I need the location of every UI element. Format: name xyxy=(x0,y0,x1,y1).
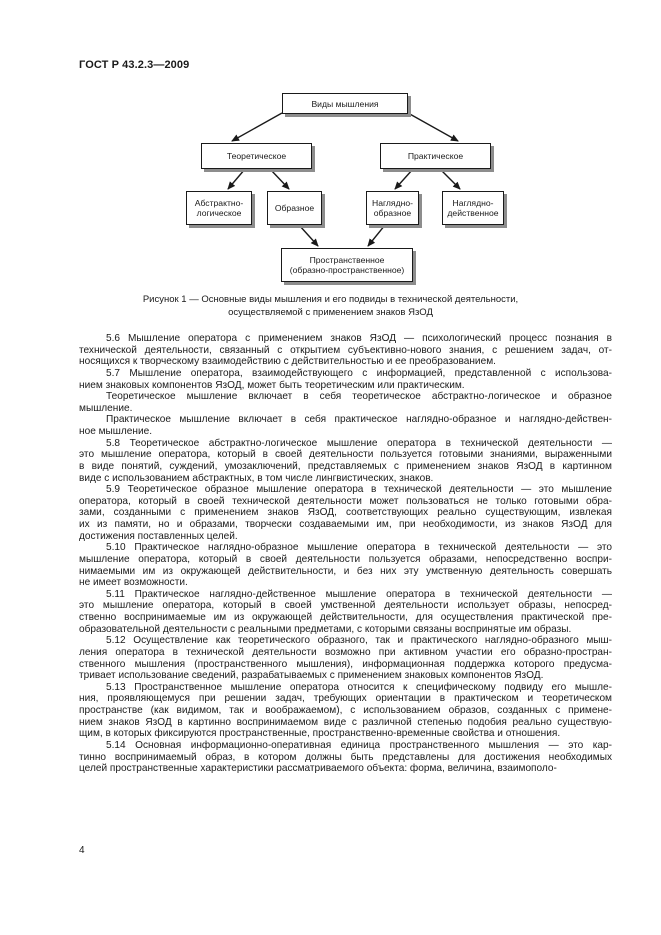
text-line: 5.7 Мышление оператора, взаимодействующего с информацией, представленной с использова- xyxy=(106,367,612,379)
node-label-line: образное xyxy=(373,208,412,218)
text-line: 5.13 Пространственное мышление оператора относится к специфическому подвиду его мышле- xyxy=(106,681,612,693)
node-thinking-types xyxy=(282,93,408,114)
text-line: 5.6 Мышление оператора с применением знаков ЯзОД — психологический процесс познания в xyxy=(106,333,612,344)
node-abstract-logical xyxy=(186,191,252,225)
node-label-line: действенное xyxy=(447,208,499,218)
node-label xyxy=(195,198,244,218)
paragraph xyxy=(79,414,612,437)
node-label: Образное xyxy=(274,203,315,213)
text-line: 5.14 Основная информационно-оперативная единица пространственного мышления — это кар- xyxy=(106,739,612,751)
paragraph xyxy=(79,484,612,542)
node-figurative xyxy=(267,191,322,225)
arrow-visual-figurative-spatial xyxy=(368,225,385,246)
text-line: ственного мышления (пространственного мышления), информационная поддержка которого предусма- xyxy=(79,658,612,670)
text-line: зами, созданными с применением знаков ЯзОД, соответствующих реально существующим, извлекая xyxy=(79,507,612,519)
node-label-line: Наглядно- xyxy=(371,198,413,208)
node-theoretical xyxy=(201,143,312,169)
text-line: достижения поставленных целей. xyxy=(79,530,238,542)
text-line: не имеет возможности. xyxy=(79,577,188,589)
body-text xyxy=(79,333,612,775)
node-label-line: Наглядно- xyxy=(452,198,494,208)
text-line: 5.10 Практическое наглядно-образное мышление оператора в технической деятельности — это xyxy=(106,542,612,554)
page-number: 4 xyxy=(79,845,85,856)
arrow-root-theoretical xyxy=(232,113,282,141)
text-line: ления оператора в технической деятельности возможно при активном участии его образно-простран- xyxy=(79,646,612,658)
text-line: Теоретическое мышление включает в себя теоретическое абстрактно-логическое и образное xyxy=(106,391,612,403)
paragraph xyxy=(79,589,612,636)
arrow-figurative-spatial xyxy=(299,225,318,246)
paragraph xyxy=(79,438,612,485)
text-line: технической деятельности, связанный с открытием субъективно-нового знания, с решением задач, от- xyxy=(79,344,612,356)
paragraph xyxy=(79,542,612,589)
text-line: носящихся к творческому взаимодействию с действительностью и ее преобразованием. xyxy=(79,356,496,368)
paragraph xyxy=(79,682,612,740)
arrow-theoretical-abstract xyxy=(228,169,245,189)
text-line: 5.8 Теоретическое абстрактно-логическое мышление оператора в технической деятельности — xyxy=(106,437,612,449)
text-line: 5.9 Теоретическое образное мышление оператора в технической деятельности — это мышление xyxy=(106,484,612,496)
text-line: их из памяти, но и образами, творчески создаваемыми им, при необходимости, из знаков ЯзОД для xyxy=(79,519,612,530)
node-label: Практическое xyxy=(407,151,464,161)
node-label: Виды мышления xyxy=(311,98,379,109)
text-line: нием знаков ЯзОД в картинно воспринимаемом виде с различной степенью подобия реально существую- xyxy=(79,716,612,728)
arrow-root-practical xyxy=(408,113,458,141)
text-line: тривает использование сведений, разрабатываемых с применением знаковых компонентов ЯзОД. xyxy=(79,670,544,682)
text-line: образовательной деятельности с реальными предметами, с которыми связаны воспринятые им образы. xyxy=(79,623,572,635)
text-line: Практическое мышление включает в себя практическое наглядно-образное и наглядно-действен- xyxy=(106,414,612,426)
figure-caption xyxy=(100,293,561,319)
thinking-types-diagram xyxy=(0,0,661,300)
text-line: это мышление оператора, который в своей деятельности пользуется готовыми знаниями, выраженными xyxy=(79,449,612,461)
text-line: 5.11 Практическое наглядно-действенное мышление оператора в технической деятельности — xyxy=(106,588,612,600)
text-line: целей пространственные характеристики рассматриваемого объекта: форма, величина, взаимополо- xyxy=(79,763,557,775)
arrow-practical-visual-figurative xyxy=(395,169,413,189)
node-label-line: логическое xyxy=(196,208,242,218)
text-line: щим, в которых фиксируются пространственные, пространственно-временные свойства и отношения. xyxy=(79,728,561,740)
node-visual-active xyxy=(442,191,504,225)
text-line: тинно воспринимаемый образ, в котором должны быть представлены для достижения необходимых xyxy=(79,751,612,763)
document-header: ГОСТ Р 43.2.3—2009 xyxy=(79,59,190,71)
arrow-theoretical-figurative xyxy=(270,169,289,189)
paragraph xyxy=(79,391,612,414)
node-label-line: Абстрактно- xyxy=(194,198,244,208)
text-line: оператора, который в своей технической деятельности может пользоваться не только готовыми обра- xyxy=(79,495,612,507)
node-spatial xyxy=(281,248,413,282)
node-label xyxy=(372,198,413,218)
node-label xyxy=(447,198,498,218)
node-visual-figurative xyxy=(366,191,419,225)
text-line: мышление оператора, который в своей деятельности пользуется образами, непосредственно воспри- xyxy=(79,553,612,565)
text-line: ное мышление. xyxy=(79,426,153,437)
text-line: нием знаковых компонентов ЯзОД, может быть теоретическим или практическим. xyxy=(79,379,465,391)
text-line: 5.12 Осуществление как теоретического образного, так и практического наглядно-образного мыш- xyxy=(106,635,612,647)
text-line: пространстве (как видимом, так и воображаемом), с использованием образов, созданных с примене- xyxy=(79,705,612,716)
paragraph xyxy=(79,368,612,391)
node-practical xyxy=(380,143,491,169)
text-line: виде с использованием абстрактных, в том числе лингвистических, знаков. xyxy=(79,472,434,484)
text-line: ственно воспринимаемые им из окружающей действительности, для осуществления практической пре- xyxy=(79,612,612,623)
node-label-line: (образно-пространственное) xyxy=(289,265,405,275)
text-line: это мышление оператора, который в своей умственной деятельности использует образы, непосред- xyxy=(79,600,612,612)
node-label: Теоретическое xyxy=(226,151,287,161)
node-label-line: Пространственное xyxy=(309,255,385,265)
node-label xyxy=(290,255,405,275)
text-line: ния, проявляющемуся при решении задач, требующих ориентации в практическом и теоретическом xyxy=(79,693,612,705)
arrow-practical-visual-active xyxy=(440,169,460,189)
paragraph xyxy=(79,740,612,775)
paragraph xyxy=(79,333,612,368)
caption-line: Рисунок 1 — Основные виды мышления и его подвиды в технической деятельности, xyxy=(142,294,519,305)
caption-line: осуществляемой с применением знаков ЯзОД xyxy=(228,307,433,318)
text-line: нимаемыми им из окружающей действительности, и без них эту умственную деятельность совершать xyxy=(79,565,612,577)
text-line: мышление. xyxy=(79,402,133,414)
text-line: в виде понятий, суждений, умозаключений, представляемых с применением знаков ЯзОД в картинном xyxy=(79,460,612,472)
paragraph xyxy=(79,635,612,682)
